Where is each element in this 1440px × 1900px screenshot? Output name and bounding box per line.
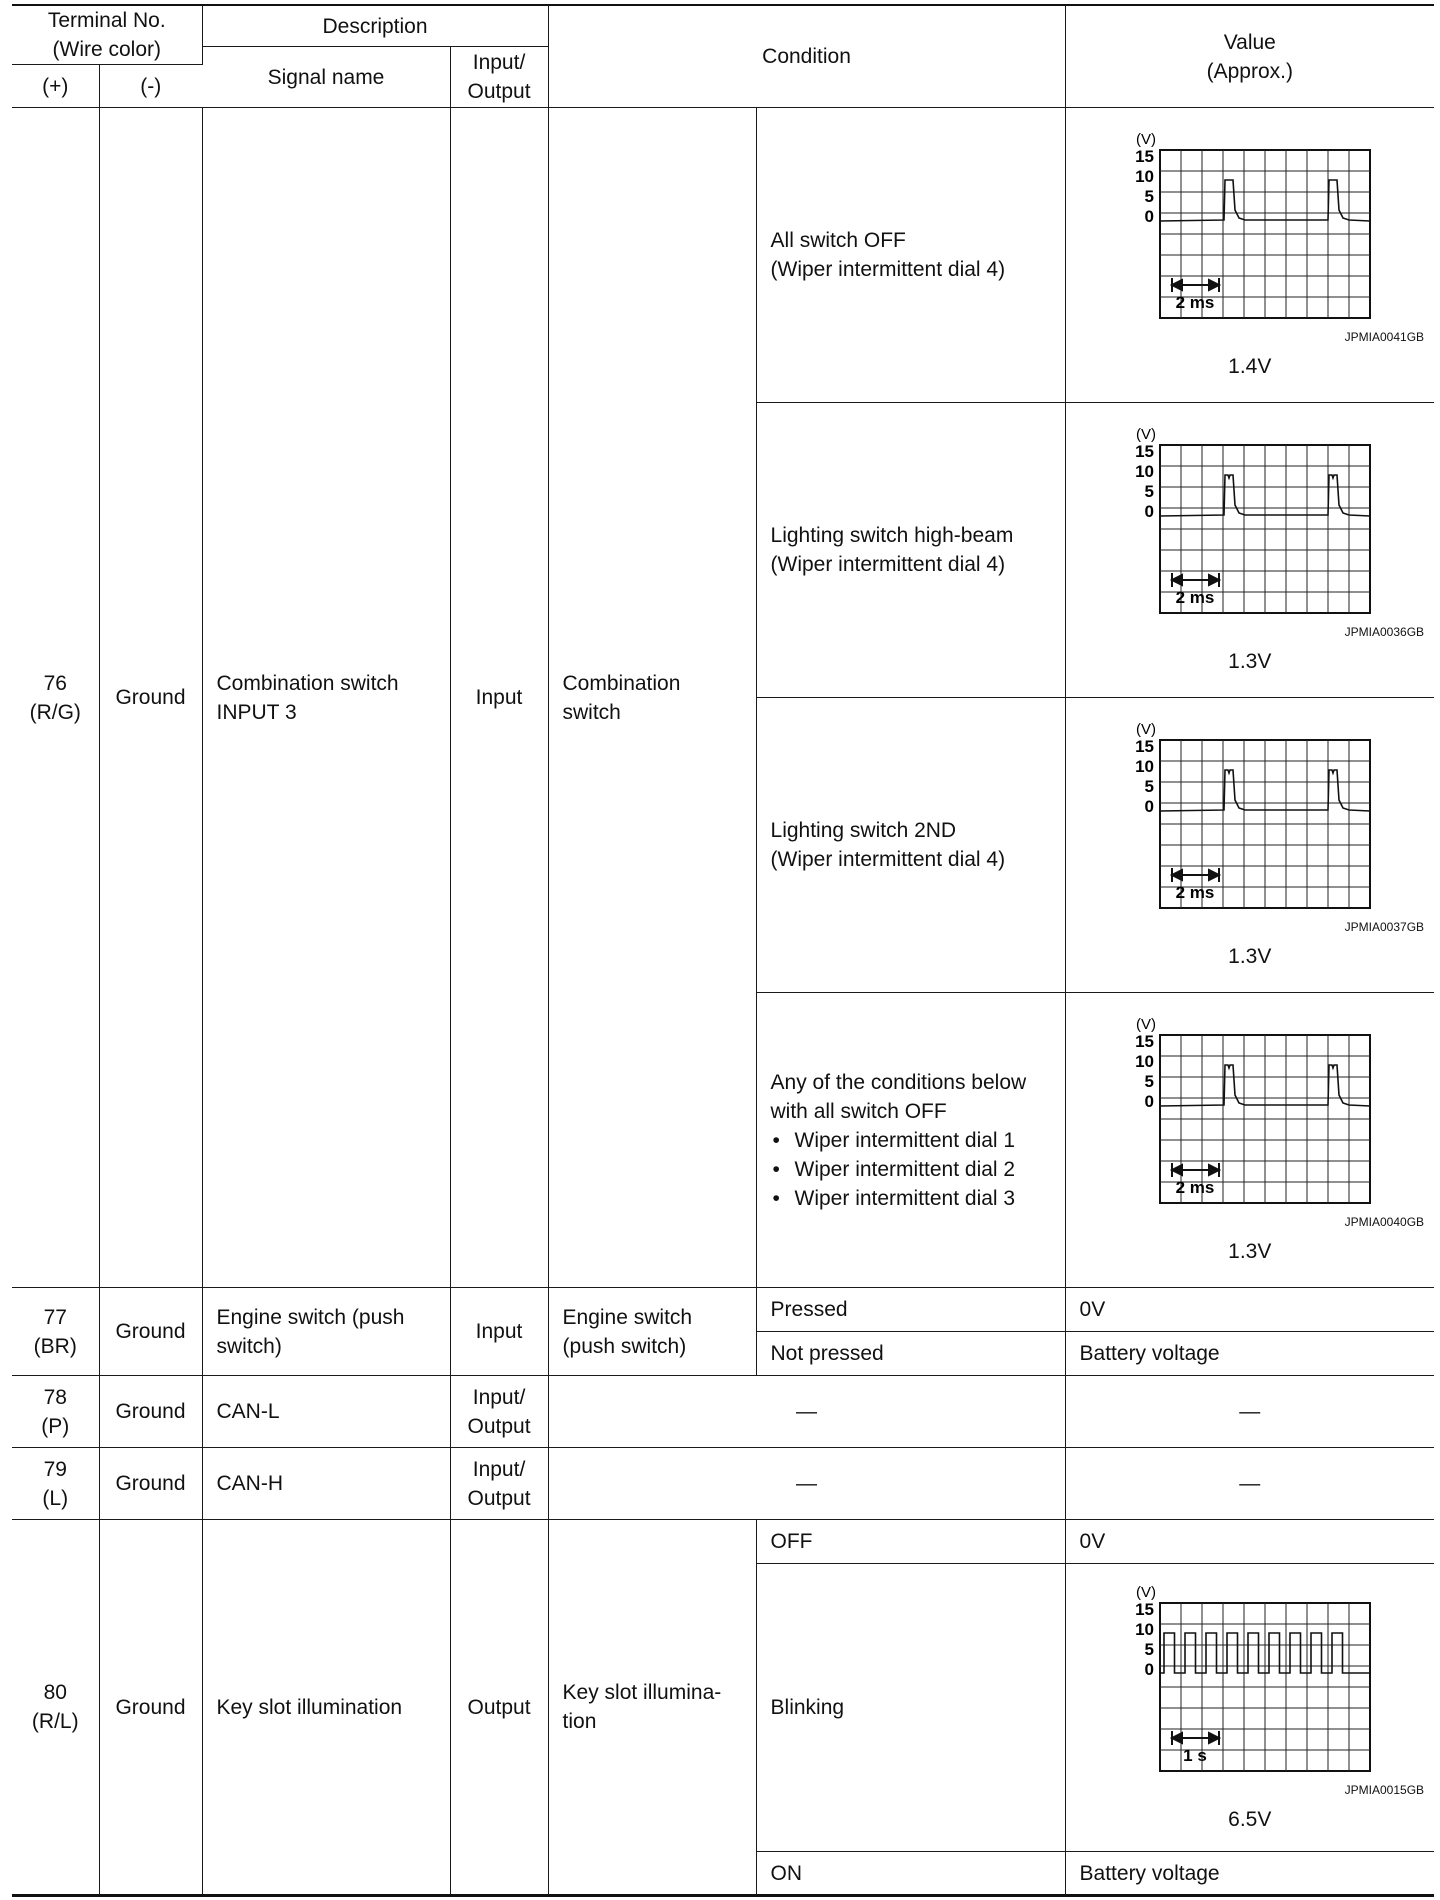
scope-time-label: 1 s — [1182, 1745, 1207, 1765]
io-78: Input/ Output — [450, 1376, 548, 1448]
scope-y-5: 5 — [1144, 777, 1154, 796]
signal-80: Key slot illumination — [202, 1520, 450, 1896]
header-plus: (+) — [12, 65, 99, 108]
waveform-76-c — [1090, 720, 1410, 920]
scope-unit: (V) — [1135, 426, 1156, 443]
waveform-76-b — [1090, 425, 1410, 625]
scope-timebase-marker — [1172, 1731, 1219, 1745]
value-76-d — [1065, 993, 1434, 1288]
header-input-output: Input/ Output — [450, 47, 548, 108]
scope-time-label: 2 ms — [1175, 1178, 1215, 1197]
condition-76-d-bullets — [771, 1126, 1051, 1213]
value-76-b — [1065, 403, 1434, 698]
scope-y-5: 5 — [1144, 482, 1154, 501]
scope-timebase-marker — [1172, 573, 1219, 587]
header-minus: (-) — [99, 65, 202, 108]
condition-77-not-pressed: Not pressed — [756, 1332, 1065, 1376]
voltage-80: 6.5V — [1228, 1807, 1272, 1831]
scope-y-0: 0 — [1144, 207, 1154, 226]
scope-y-10: 10 — [1134, 1052, 1154, 1071]
condition-76-c: Lighting switch 2ND (Wiper intermittent dial 4) — [756, 698, 1065, 993]
header-terminal-no: Terminal No. (Wire color) — [12, 5, 202, 65]
scope-unit: (V) — [1135, 1583, 1156, 1601]
terminal-spec-table — [12, 4, 1434, 1897]
value-80-blinking — [1065, 1564, 1434, 1852]
condition-76-a: All switch OFF (Wiper intermittent dial 4) — [756, 108, 1065, 403]
waveform-76-a — [1090, 130, 1410, 330]
value-80-off: 0V — [1065, 1520, 1434, 1564]
bullet-item: • Wiper intermittent dial 3 — [771, 1184, 1051, 1213]
header-signal-name: Signal name — [202, 47, 450, 108]
terminal-79: 79 (L) — [12, 1448, 99, 1520]
scope-y-10: 10 — [1134, 462, 1154, 481]
value-76-a — [1065, 108, 1434, 403]
image-id-76-d: JPMIA0040GB — [1344, 1215, 1425, 1229]
scope-y-0: 0 — [1144, 502, 1154, 521]
scope-y-10: 10 — [1134, 167, 1154, 186]
signal-79: CAN-H — [202, 1448, 450, 1520]
waveform-76-d — [1090, 1015, 1410, 1215]
condition-78: — — [548, 1376, 1065, 1448]
scope-time-label: 2 ms — [1175, 588, 1215, 607]
scope-y-15: 15 — [1134, 147, 1154, 166]
condition-76: Combination switch — [548, 108, 756, 1288]
scope-timebase-marker — [1172, 1163, 1219, 1177]
bullet-item: • Wiper intermittent dial 2 — [771, 1155, 1051, 1184]
scope-unit: (V) — [1135, 721, 1156, 738]
value-79: — — [1065, 1448, 1434, 1520]
ground-80: Ground — [99, 1520, 202, 1896]
signal-76: Combination switch INPUT 3 — [202, 108, 450, 1288]
condition-79: — — [548, 1448, 1065, 1520]
condition-80: Key slot illumina- tion — [548, 1520, 756, 1896]
image-id-76-c: JPMIA0037GB — [1344, 920, 1425, 934]
value-78: — — [1065, 1376, 1434, 1448]
condition-76-b: Lighting switch high-beam (Wiper intermittent dial 4) — [756, 403, 1065, 698]
scope-timebase-marker — [1172, 868, 1219, 882]
bullet-item: • Wiper intermittent dial 1 — [771, 1126, 1051, 1155]
ground-79: Ground — [99, 1448, 202, 1520]
scope-time-label: 2 ms — [1175, 883, 1215, 902]
scope-y-10: 10 — [1134, 757, 1154, 776]
scope-y-5: 5 — [1144, 187, 1154, 206]
image-id-76-a: JPMIA0041GB — [1344, 330, 1425, 344]
terminal-77: 77 (BR) — [12, 1288, 99, 1376]
scope-y-5: 5 — [1144, 1639, 1154, 1659]
header-description: Description — [202, 5, 548, 47]
io-77: Input — [450, 1288, 548, 1376]
scope-y-15: 15 — [1134, 1032, 1154, 1051]
scope-y-10: 10 — [1134, 1619, 1154, 1639]
header-value: Value (Approx.) — [1065, 5, 1434, 108]
voltage-76-b: 1.3V — [1228, 650, 1272, 673]
terminal-80: 80 (R/L) — [12, 1520, 99, 1896]
image-id-80: JPMIA0015GB — [1344, 1782, 1425, 1797]
io-79: Input/ Output — [450, 1448, 548, 1520]
scope-unit: (V) — [1135, 1016, 1156, 1033]
voltage-76-a: 1.4V — [1228, 355, 1272, 378]
condition-77-pressed: Pressed — [756, 1288, 1065, 1332]
scope-time-label: 2 ms — [1175, 293, 1215, 312]
scope-y-15: 15 — [1134, 1599, 1154, 1619]
scope-y-0: 0 — [1144, 1659, 1154, 1679]
value-77-not-pressed: Battery voltage — [1065, 1332, 1434, 1376]
value-77-pressed: 0V — [1065, 1288, 1434, 1332]
ground-78: Ground — [99, 1376, 202, 1448]
scope-y-0: 0 — [1144, 797, 1154, 816]
terminal-78: 78 (P) — [12, 1376, 99, 1448]
scope-y-0: 0 — [1144, 1092, 1154, 1111]
scope-y-15: 15 — [1134, 442, 1154, 461]
voltage-76-d: 1.3V — [1228, 1240, 1272, 1263]
signal-77: Engine switch (push switch) — [202, 1288, 450, 1376]
condition-80-on: ON — [756, 1852, 1065, 1896]
scope-y-5: 5 — [1144, 1072, 1154, 1091]
scope-unit: (V) — [1135, 131, 1156, 148]
condition-76-d — [756, 993, 1065, 1288]
condition-77: Engine switch (push switch) — [548, 1288, 756, 1376]
condition-80-off: OFF — [756, 1520, 1065, 1564]
io-80: Output — [450, 1520, 548, 1896]
condition-76-d-text: Any of the conditions below with all switch OFF — [770, 1070, 1027, 1123]
header-condition: Condition — [548, 5, 1065, 108]
ground-77: Ground — [99, 1288, 202, 1376]
condition-80-blinking: Blinking — [756, 1564, 1065, 1852]
image-id-76-b: JPMIA0036GB — [1344, 625, 1425, 639]
signal-78: CAN-L — [202, 1376, 450, 1448]
value-80-on: Battery voltage — [1065, 1852, 1434, 1896]
value-76-c — [1065, 698, 1434, 993]
ground-76: Ground — [99, 108, 202, 1288]
terminal-76: 76 (R/G) — [12, 108, 99, 1288]
waveform-80-blinking — [1090, 1583, 1410, 1783]
scope-y-15: 15 — [1134, 737, 1154, 756]
io-76: Input — [450, 108, 548, 1288]
voltage-76-c: 1.3V — [1228, 945, 1272, 968]
scope-timebase-marker — [1172, 278, 1219, 292]
